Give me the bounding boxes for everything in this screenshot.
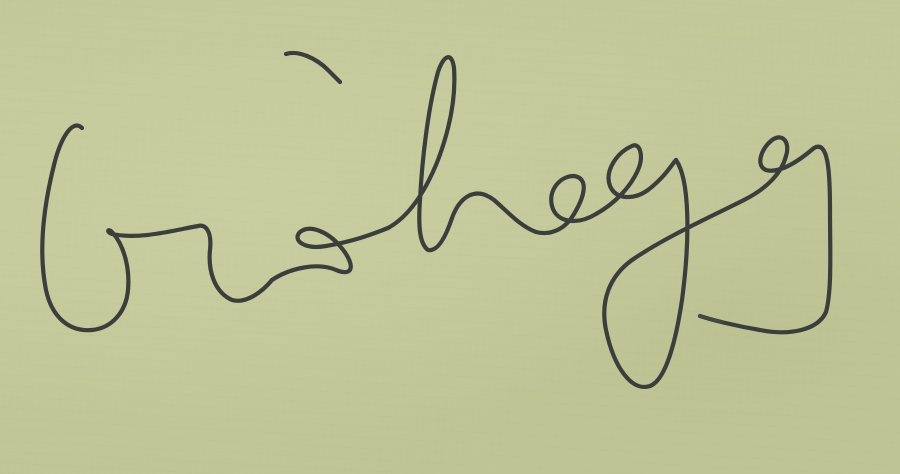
signature-stroke-l xyxy=(388,57,574,250)
signature-stroke-final xyxy=(700,137,830,332)
signature-stroke-o xyxy=(272,228,388,280)
signature-stroke-descender xyxy=(604,156,786,387)
signature-stroke-og xyxy=(551,145,676,221)
signature-stroke-r xyxy=(198,226,272,301)
signature-stroke-initial xyxy=(42,126,198,331)
signature-stroke-accent xyxy=(286,53,340,82)
